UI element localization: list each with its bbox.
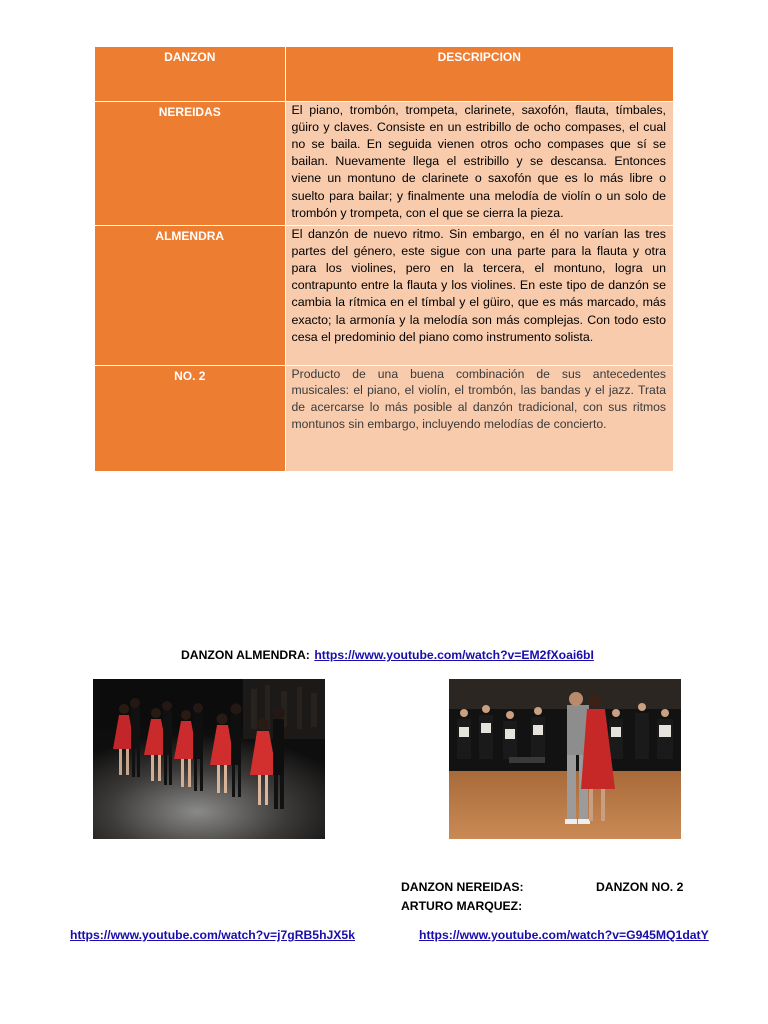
row-name-nereidas: NEREIDAS	[95, 101, 285, 225]
table-row	[95, 101, 673, 225]
row-description-almendra: El danzón de nuevo ritmo. Sin embargo, en él no varían las tres partes del género, este sigue con una parte para la flauta y otra para los violines, pero en la tercera, el montuno, logra un contrapunto entre la flauta y los violines. En este tipo de danzón se cambia la rítmica en el tímbal y el güiro, que es más marcado, más exacto; la armonía y la melodía son más complejas. Con todo esto cesa el predominio del piano como instrumento solista.	[285, 225, 673, 365]
row-description-nereidas: El piano, trombón, trompeta, clarinete, saxofón, flauta, tímbales, güiro y claves. Consiste en un estribillo de ocho compases, el cual no se baila. En seguida vienen otros ocho compases que sí se bailan. Nuevamente llega el estribillo y se descansa. Entonces viene un montuno de clarinete o saxofón que es lo más libre o suelto para bailar; y finalmente una melodía de violín o un solo de trombón y trompeta, con el que se cierra la pieza.	[285, 101, 673, 225]
dancers-stage-photo	[93, 679, 325, 839]
row-name-no2: NO. 2	[95, 365, 285, 471]
caption-arturo-marquez: ARTURO MARQUEZ:	[401, 899, 523, 913]
caption-nereidas: DANZON NEREIDAS:	[401, 880, 524, 894]
header-descripcion: DESCRIPCION	[285, 47, 673, 101]
table-row	[95, 225, 673, 365]
caption-danzon-no2: DANZON NO. 2	[596, 880, 684, 894]
table-header-row	[95, 47, 673, 101]
row-name-almendra: ALMENDRA	[95, 225, 285, 365]
danzon-no2-link[interactable]: https://www.youtube.com/watch?v=G945MQ1datY	[419, 928, 709, 942]
nereidas-link[interactable]: https://www.youtube.com/watch?v=j7gRB5hJX5k	[70, 928, 355, 942]
row-description-no2: Producto de una buena combinación de sus antecedentes musicales: el piano, el violín, el trombón, las bandas y el jazz. Trata de acercarse lo más posible al danzón tradicional, con sus ritmos montunos sin embargo, incluyendo melodías de concierto.	[285, 365, 673, 471]
almendra-link[interactable]: https://www.youtube.com/watch?v=EM2fXoai6bI	[314, 648, 594, 662]
almendra-label: DANZON ALMENDRA:	[181, 648, 310, 662]
almendra-line	[181, 646, 594, 664]
couple-orchestra-photo	[449, 679, 681, 839]
table-row	[95, 365, 673, 471]
header-danzon: DANZON	[95, 47, 285, 101]
danzon-table	[95, 47, 673, 471]
